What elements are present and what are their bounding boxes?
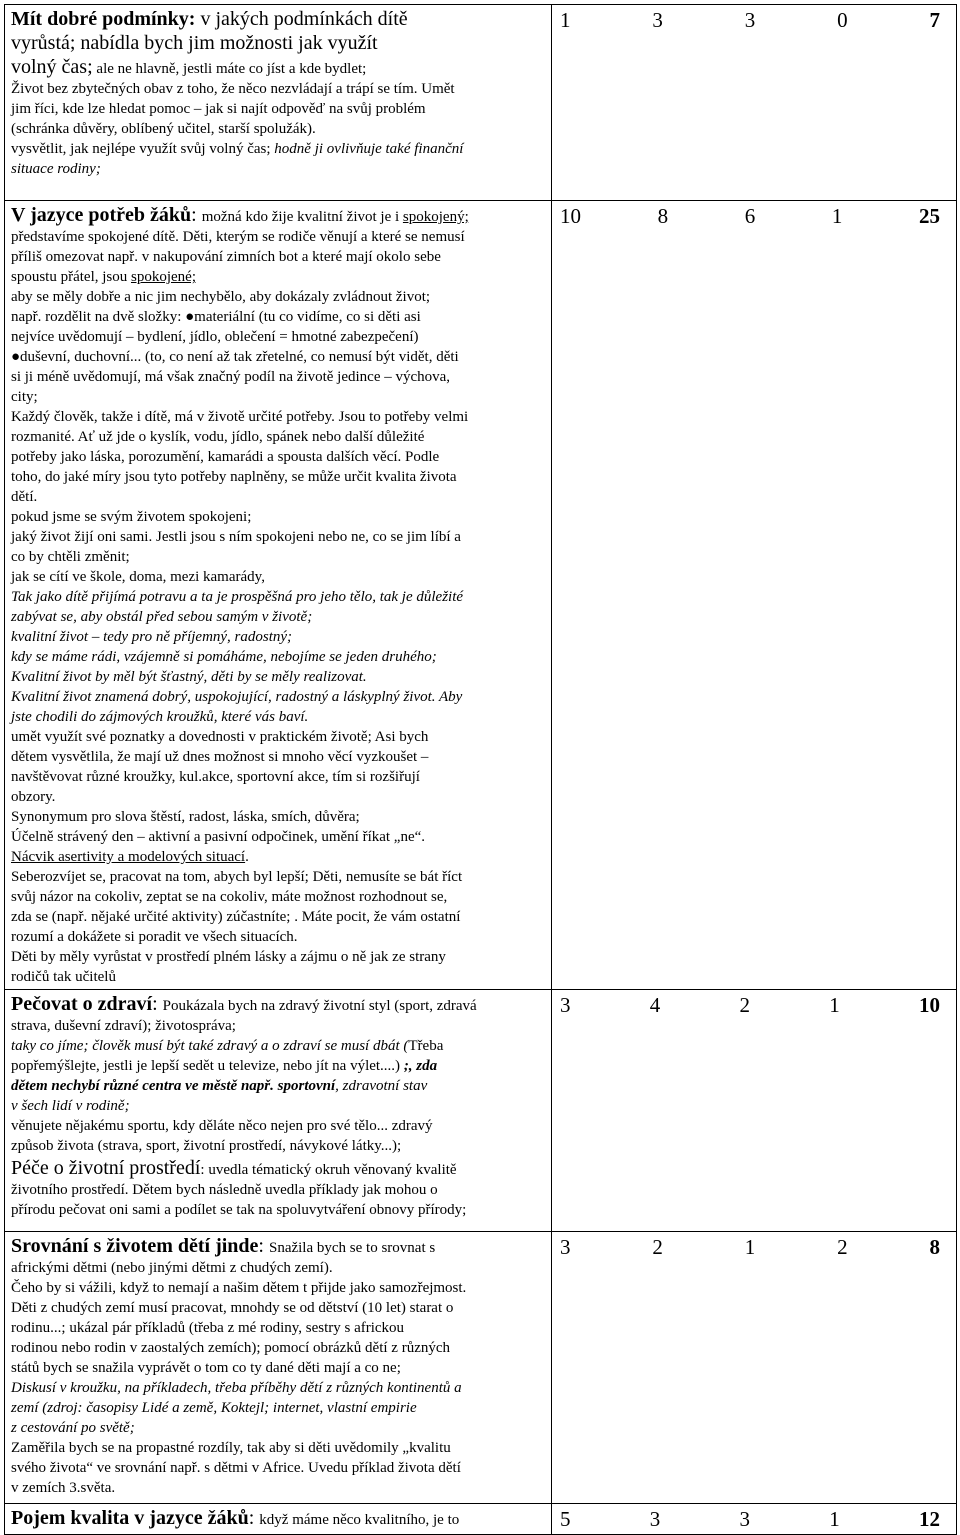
text-segment: pokud jsme se svým životem spokojeni; — [11, 509, 252, 525]
text-line — [11, 1180, 545, 1200]
text-segment: potřeby jako láska, porozumění, kamarádi a spousta dalších věcí. Podle — [11, 449, 440, 465]
text-line — [11, 1234, 545, 1258]
score-value: 4 — [649, 993, 661, 1017]
text-line — [11, 947, 545, 967]
text-line — [11, 1458, 545, 1478]
text-segment: Srovnání s životem dětí jinde — [11, 1235, 259, 1257]
text-line — [11, 487, 545, 507]
scores-cell — [552, 1504, 957, 1535]
scores-row — [558, 203, 950, 229]
text-segment: nejvíce uvědomují – bydlení, jídlo, oblečení = hmotné zabezpečení) — [11, 329, 419, 345]
text-segment: Mít dobré podmínky: — [11, 8, 196, 30]
text-line — [11, 687, 545, 707]
text-segment: např. rozdělit na dvě složky: ●materiální (tu co vidíme, co si děti asi — [11, 309, 421, 325]
text-line — [11, 467, 545, 487]
text-line — [11, 407, 545, 427]
text-line — [11, 667, 545, 687]
text-segment: ;, zda — [403, 1058, 438, 1074]
text-segment: Synonymum pro slova štěstí, radost, láska, smích, důvěra; — [11, 809, 360, 825]
text-segment: navštěvovat různé kroužky, kul.akce, sportovní akce, tím si rozšiřují — [11, 769, 420, 785]
text-line — [11, 1136, 545, 1156]
text-line — [11, 1156, 545, 1180]
text-segment: volný čas; — [11, 56, 93, 78]
text-line — [11, 1200, 545, 1220]
text-segment: (schránka důvěry, oblíbený učitel, starší spolužák). — [11, 121, 316, 137]
score-value: 5 — [560, 1507, 571, 1531]
text-line — [11, 1418, 545, 1438]
text-segment: : — [258, 1235, 269, 1257]
text-segment: v šech lidí v rodině; — [11, 1098, 130, 1114]
text-segment: africkými dětmi (nebo jinými dětmi z chudých zemí). — [11, 1260, 333, 1276]
text-segment: kdy se máme rádi, vzájemně si pomáháme, nebojíme se jeden druhého; — [11, 649, 437, 665]
text-line — [11, 847, 545, 867]
text-segment: představíme spokojené dítě. Děti, kterým se rodiče věnují a které se nemusí — [11, 229, 465, 245]
text-segment: vyrůstá; nabídla bych jim možnosti jak využít — [11, 32, 378, 54]
text-segment: Diskusí v kroužku, na příkladech, třeba příběhy dětí z různých kontinentů a — [11, 1380, 462, 1396]
text-line — [11, 347, 545, 367]
scores-cell — [552, 990, 957, 1232]
text-line — [11, 203, 545, 227]
text-line — [11, 1298, 545, 1318]
score-total: 10 — [919, 993, 940, 1017]
text-segment: Pečovat o zdraví — [11, 993, 153, 1015]
text-line — [11, 31, 545, 55]
text-segment: Děti z chudých zemí musí pracovat, mnohdy se od dětství (10 let) starat o — [11, 1300, 454, 1316]
text-segment: v jakých podmínkách dítě — [195, 8, 408, 30]
text-segment: když máme něco kvalitního, je to — [259, 1512, 460, 1528]
text-segment: Snažila bych se to srovnat s — [268, 1240, 436, 1256]
text-segment: v zemích 3.světa. — [11, 1480, 116, 1496]
score-value: 1 — [829, 993, 840, 1017]
text-segment: Seberozvíjet se, pracovat na tom, abych byl lepší; Děti, nemusíte se bát říct — [11, 869, 463, 885]
text-segment: z cestování po světě; — [11, 1420, 135, 1436]
text-segment: toho, do jaké míry jsou tyto potřeby naplněny, se může určit kvalita života — [11, 469, 457, 485]
text-line — [11, 887, 545, 907]
text-segment: svůj názor na cokoliv, zeptat se na cokoliv, máte možnost rozhodnout se, — [11, 889, 448, 905]
score-value: 6 — [744, 204, 756, 228]
text-segment: Poukázala bych na zdravý životní styl (sport, zdravá — [162, 998, 477, 1014]
text-segment: zda se (např. nějaké určité aktivity) zúčastníte; . Máte pocit, že vám ostatní — [11, 909, 461, 925]
text-segment: city; — [11, 389, 38, 405]
text-segment: situace rodiny; — [11, 161, 101, 177]
description-cell — [5, 990, 552, 1232]
text-segment: rozmanité. Ať už jde o kyslík, vodu, jídlo, spánek nebo další důležité — [11, 429, 425, 445]
text-segment: svého života“ ve srovnání např. s dětmi v Africe. Uvedu příklad života dětí — [11, 1460, 461, 1476]
score-value: 2 — [739, 993, 750, 1017]
description-cell — [5, 201, 552, 990]
text-line — [11, 627, 545, 647]
text-segment: aby se měly dobře a nic jim nechybělo, aby dokázaly zvládnout život; — [11, 289, 431, 305]
text-line — [11, 1318, 545, 1338]
text-segment: Každý člověk, takže i dítě, má v životě určité potřeby. Jsou to potřeby velmi — [11, 409, 469, 425]
scores-row — [558, 7, 950, 33]
text-line — [11, 119, 545, 139]
text-line — [11, 1506, 545, 1530]
text-segment: Život bez zbytečných obav z toho, že něco nezvládají a trápí se tím. Umět — [11, 81, 455, 97]
text-line — [11, 547, 545, 567]
score-value: 3 — [739, 1507, 750, 1531]
text-segment: ●duševní, duchovní... (to, co není až tak zřetelné, co nemusí být vidět, děti — [11, 349, 459, 365]
table-row — [5, 201, 957, 990]
text-line — [11, 55, 545, 79]
text-line — [11, 1378, 545, 1398]
text-line — [11, 1056, 545, 1076]
text-segment: kvalitní život – tedy pro ně příjemný, radostný; — [11, 629, 293, 645]
score-value: 1 — [831, 204, 843, 228]
text-segment: Účelně strávený den – aktivní a pasivní odpočinek, umění říkat „ne“. — [11, 829, 426, 845]
text-segment: Třeba — [408, 1038, 444, 1054]
text-line — [11, 747, 545, 767]
score-value: 2 — [652, 1235, 663, 1259]
text-line — [11, 79, 545, 99]
text-segment: zemí (zdroj: časopisy Lidé a země, Koktejl; internet, vlastní empirie — [11, 1400, 417, 1416]
text-line — [11, 247, 545, 267]
text-segment: věnujete nějakému sportu, kdy děláte něco nejen pro své tělo... zdravý — [11, 1118, 433, 1134]
text-segment: jak se cítí ve škole, doma, mezi kamarády, — [11, 569, 265, 585]
table-row — [5, 1232, 957, 1504]
text-segment: dětí. — [11, 489, 38, 505]
text-line — [11, 1036, 545, 1056]
text-segment: Nácvik asertivity a modelových situací — [11, 849, 246, 865]
description-cell — [5, 1504, 552, 1535]
text-line — [11, 427, 545, 447]
text-segment: možná kdo žije kvalitní život je i — [201, 209, 403, 225]
score-value: 1 — [829, 1507, 840, 1531]
text-line — [11, 587, 545, 607]
text-segment: rodičů tak učitelů — [11, 969, 116, 985]
text-segment: taky co jíme; člověk musí být také zdravý a o zdraví se musí dbát ( — [11, 1038, 409, 1054]
text-line — [11, 1076, 545, 1096]
text-line — [11, 159, 545, 179]
score-value: 2 — [837, 1235, 848, 1259]
text-line — [11, 767, 545, 787]
score-total: 25 — [919, 204, 940, 228]
text-segment: : — [152, 993, 163, 1015]
text-line — [11, 1338, 545, 1358]
text-line — [11, 867, 545, 887]
score-value: 1 — [560, 8, 571, 32]
scores-row — [558, 992, 950, 1018]
text-segment: spokojené; — [131, 269, 196, 285]
text-line — [11, 287, 545, 307]
text-segment: přírodu pečovat oni sami a podílet se tak na spoluvytváření obnovy přírody; — [11, 1202, 467, 1218]
text-line — [11, 827, 545, 847]
text-line — [11, 7, 545, 31]
text-segment: V jazyce potřeb žáků — [11, 204, 192, 226]
text-line — [11, 1278, 545, 1298]
text-segment: životního prostředí. Dětem bych následně uvedla příklady jak mohou o — [11, 1182, 438, 1198]
description-cell — [5, 5, 552, 201]
text-line — [11, 1258, 545, 1278]
text-line — [11, 1016, 545, 1036]
text-line — [11, 787, 545, 807]
score-value: 3 — [560, 1235, 571, 1259]
text-line — [11, 967, 545, 987]
text-line — [11, 1358, 545, 1378]
text-segment: rodinou nebo rodin v zaostalých zemích); pomocí obrázků dětí z různých — [11, 1340, 451, 1356]
text-line — [11, 567, 545, 587]
scores-cell — [552, 5, 957, 201]
score-value: 3 — [652, 8, 663, 32]
text-line — [11, 1398, 545, 1418]
text-segment: států bych se snažila vyprávět o tom co ty dané děti mají a co ne; — [11, 1360, 401, 1376]
text-segment: Péče o životní prostředí — [11, 1157, 201, 1179]
text-segment: : — [191, 204, 202, 226]
score-value: 0 — [837, 8, 848, 32]
text-segment: co by chtěli změnit; — [11, 549, 130, 565]
score-value: 8 — [657, 204, 669, 228]
text-segment: spoustu přátel, jsou — [11, 269, 131, 285]
text-segment: Čeho by si vážili, když to nemají a našim dětem t přijde jako samozřejmost. — [11, 1280, 467, 1296]
text-line — [11, 927, 545, 947]
text-segment: ale ne hlavně, jestli máte co jíst a kde bydlet; — [92, 61, 367, 77]
text-line — [11, 327, 545, 347]
text-segment: . — [245, 849, 249, 865]
text-line — [11, 707, 545, 727]
text-line — [11, 647, 545, 667]
text-segment: : uvedla tématický okruh věnovaný kvalitě — [200, 1162, 457, 1178]
text-segment: hodně ji ovlivňuje také finanční — [274, 141, 464, 157]
text-line — [11, 139, 545, 159]
table-row — [5, 5, 957, 201]
text-line — [11, 1096, 545, 1116]
text-segment: Zaměřila bych se na propastné rozdíly, tak aby si děti uvědomily „kvalitu — [11, 1440, 451, 1456]
score-value: 3 — [744, 8, 756, 32]
text-line — [11, 387, 545, 407]
text-segment: Pojem kvalita v jazyce žáků — [11, 1507, 249, 1529]
text-line — [11, 807, 545, 827]
text-segment: Děti by měly vyrůstat v prostředí plném lásky a zájmu o ně jak ze strany — [11, 949, 446, 965]
text-line — [11, 527, 545, 547]
text-segment: obzory. — [11, 789, 56, 805]
text-segment: popřemýšlejte, jestli je lepší sedět u televize, nebo jít na výlet....) — [11, 1058, 404, 1074]
text-line — [11, 1478, 545, 1498]
text-segment: způsob života (strava, sport, životní prostředí, návykové látky...); — [11, 1138, 402, 1154]
text-line — [11, 447, 545, 467]
text-segment: umět využít své poznatky a dovednosti v praktickém životě; Asi bych — [11, 729, 429, 745]
text-line — [11, 99, 545, 119]
score-total: 8 — [929, 1235, 940, 1259]
scores-row — [558, 1234, 950, 1260]
table-row — [5, 1504, 957, 1535]
text-segment: zabývat se, aby obstál před sebou samým v životě; — [11, 609, 313, 625]
text-line — [11, 307, 545, 327]
text-segment: dětem vysvětlila, že mají už dnes možnost si mnoho věcí vyzkoušet – — [11, 749, 429, 765]
text-segment: Kvalitní život znamená dobrý, uspokojující, radostný a láskyplný život. Aby — [11, 689, 463, 705]
score-total: 7 — [929, 8, 940, 32]
score-total: 12 — [919, 1507, 940, 1531]
description-cell — [5, 1232, 552, 1504]
text-line — [11, 1438, 545, 1458]
text-line — [11, 1116, 545, 1136]
score-value: 1 — [744, 1235, 756, 1259]
score-value: 10 — [560, 204, 581, 228]
scores-cell — [552, 1232, 957, 1504]
text-segment: dětem nechybí různé centra ve městě např. sportovní — [11, 1078, 336, 1094]
evaluation-table — [4, 4, 957, 1535]
text-segment: vysvětlit, jak nejlépe využít svůj volný čas; — [11, 141, 275, 157]
scores-cell — [552, 201, 957, 990]
text-segment: Tak jako dítě přijímá potravu a ta je prospěšná pro jeho tělo, tak je důležité — [11, 589, 464, 605]
text-segment: si ji méně uvědomují, má však značný podíl na životě jedince – výchova, — [11, 369, 451, 385]
text-line — [11, 607, 545, 627]
text-segment: , zdravotní stav — [335, 1078, 428, 1094]
text-line — [11, 992, 545, 1016]
text-line — [11, 367, 545, 387]
score-value: 3 — [649, 1507, 661, 1531]
text-segment: : — [248, 1507, 260, 1529]
text-line — [11, 727, 545, 747]
text-line — [11, 227, 545, 247]
text-segment: strava, duševní zdraví); životospráva; — [11, 1018, 236, 1034]
text-segment: příliš omezovat např. v nakupování zimních bot a které mají okolo sebe — [11, 249, 441, 265]
text-line — [11, 267, 545, 287]
text-segment: rodinu...; ukázal pár příkladů (třeba z mé rodiny, sestry s africkou — [11, 1320, 405, 1336]
text-segment: jste chodili do zájmových kroužků, které vás baví. — [11, 709, 309, 725]
text-segment: jim říci, kde lze hledat pomoc – jak si najít odpověď na svůj problém — [11, 101, 426, 117]
table-row — [5, 990, 957, 1232]
text-segment: spokojený; — [402, 209, 469, 225]
scores-row — [558, 1506, 950, 1532]
text-segment: rozumí a dokážete si poradit ve všech situacích. — [11, 929, 298, 945]
text-line — [11, 907, 545, 927]
text-line — [11, 507, 545, 527]
text-segment: jaký život žijí oni sami. Jestli jsou s ním spokojeni nebo ne, co se jim líbí a — [11, 529, 461, 545]
score-value: 3 — [560, 993, 571, 1017]
text-segment: Kvalitní život by měl být šťastný, děti by se měly realizovat. — [11, 669, 367, 685]
